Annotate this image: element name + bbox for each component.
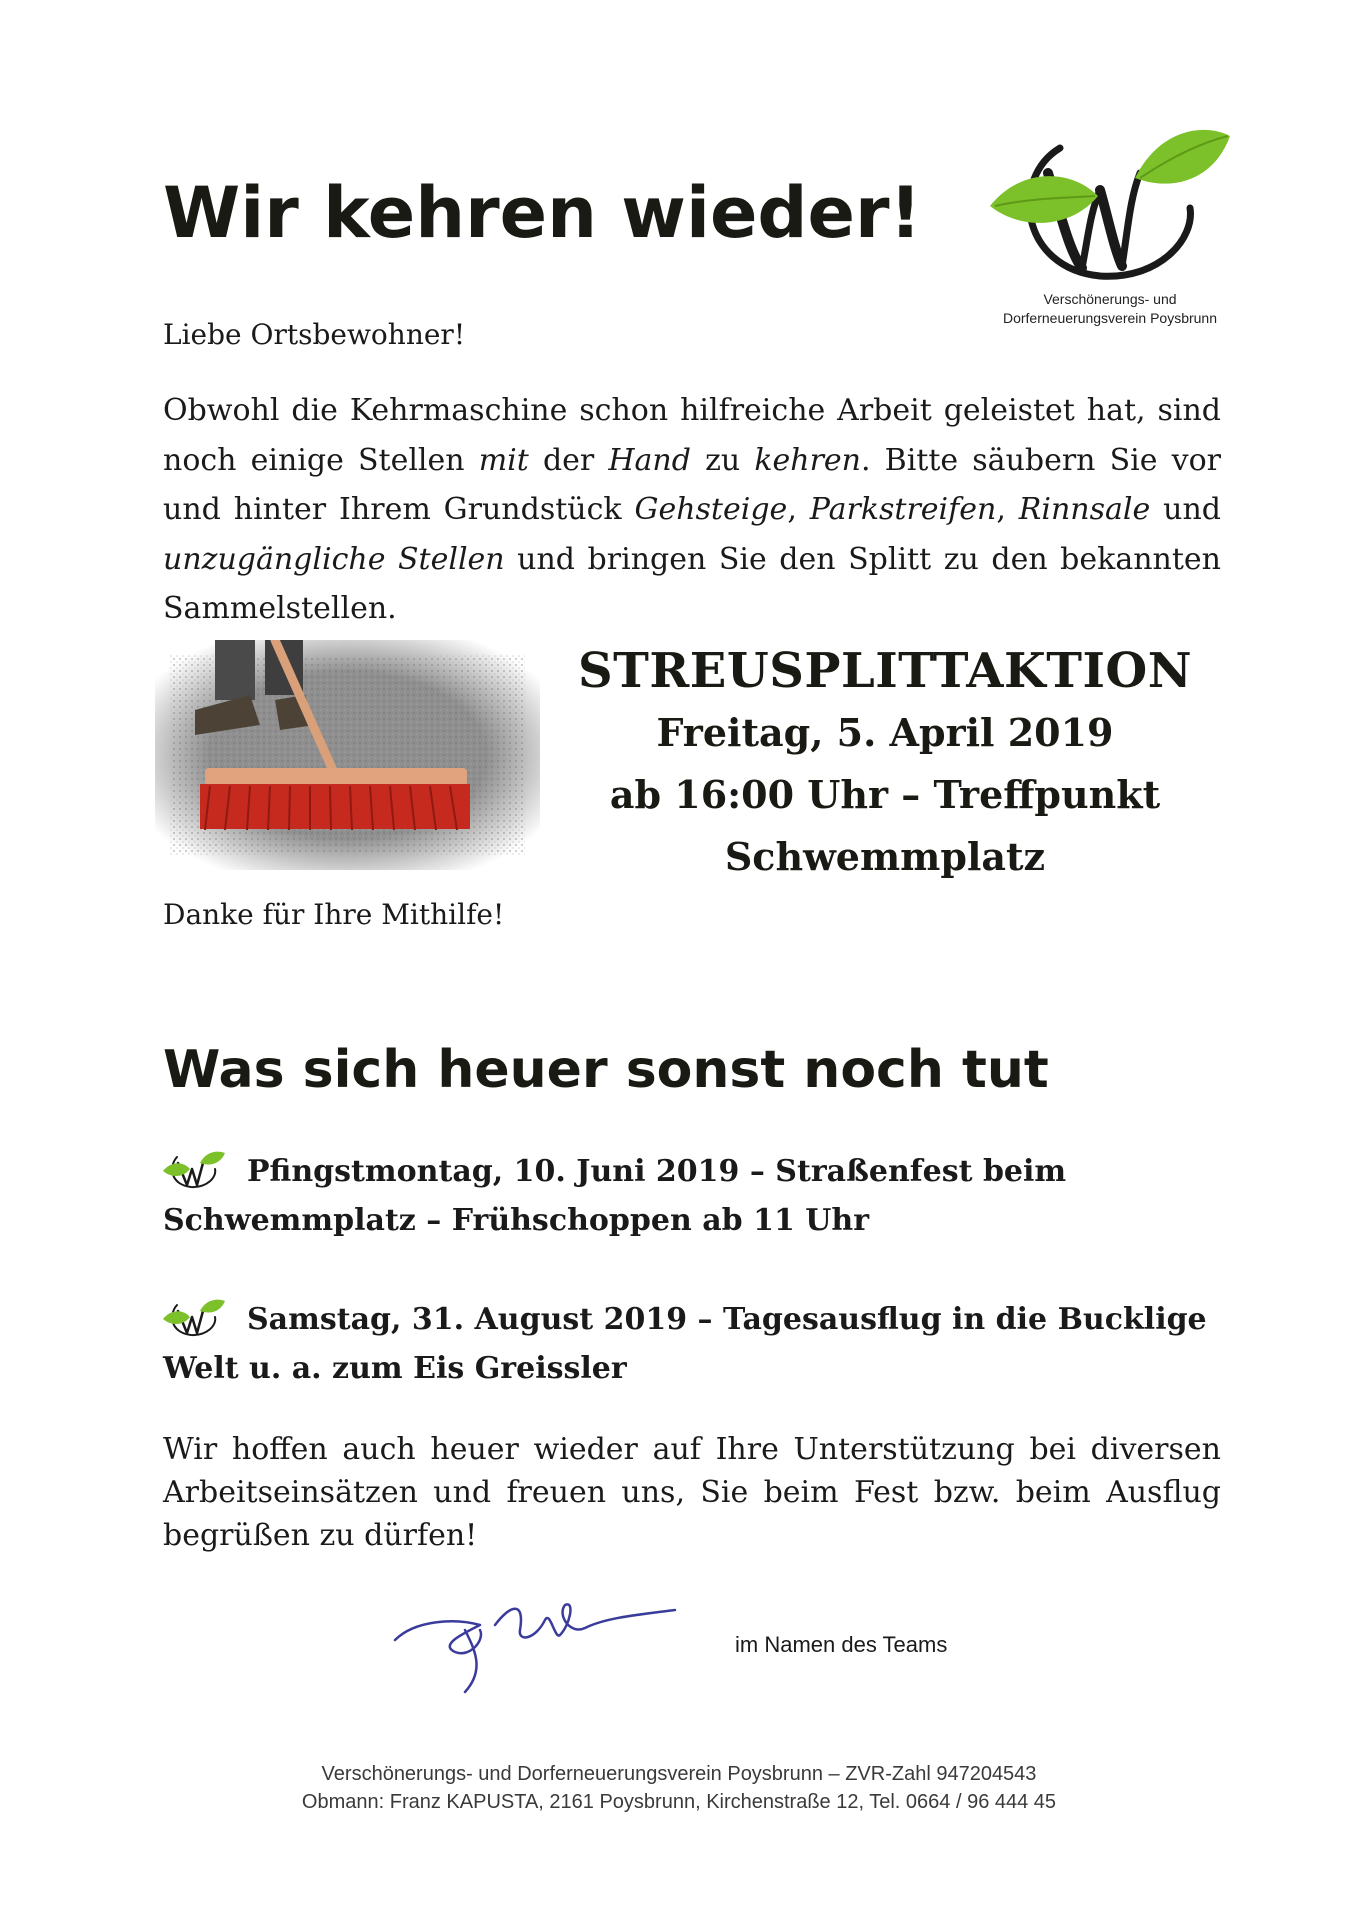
leaf-w-logo-icon	[163, 1297, 225, 1337]
handwritten-signature-icon	[385, 1580, 685, 1695]
event-item-text: Samstag, 31. August 2019 – Tagesausflug in die Bucklige Welt u. a. zum Eis Greissler	[163, 1302, 1207, 1386]
event-place: Schwemmplatz	[724, 834, 1046, 879]
leaf-w-logo-icon	[990, 118, 1230, 288]
event-announcement	[578, 640, 1192, 888]
event-date: Freitag, 5. April 2019	[656, 710, 1114, 755]
thanks-text: Danke für Ihre Mithilfe!	[163, 898, 505, 931]
footer	[0, 1760, 1358, 1816]
broom-sweeping-photo-icon	[155, 640, 540, 870]
greeting: Liebe Ortsbewohner!	[163, 318, 466, 351]
list-item	[163, 1295, 1221, 1393]
logo-text-line1: Verschönerungs- und	[1043, 291, 1177, 307]
event-item-text: Pfingstmontag, 10. Juni 2019 – Straßenfest beim Schwemmplatz – Frühschoppen ab 11 Uhr	[163, 1154, 1067, 1238]
page-title: Wir kehren wieder!	[163, 172, 922, 254]
leaf-w-logo-icon	[163, 1149, 225, 1189]
closing-paragraph: Wir hoffen auch heuer wieder auf Ihre Unterstützung bei diversen Arbeitseinsätzen und freuen uns, Sie beim Fest bzw. beim Ausflug begrüßen zu dürfen!	[163, 1432, 1221, 1553]
footer-line2: Obmann: Franz KAPUSTA, 2161 Poysbrunn, Kirchenstraße 12, Tel. 0664 / 96 444 45	[301, 1791, 1057, 1813]
logo-text	[990, 290, 1230, 328]
logo-text-line2: Dorferneuerungsverein Poysbrunn	[1002, 310, 1217, 326]
footer-line1: Verschönerungs- und Dorferneuerungsverein Poysbrunn – ZVR-Zahl 947204543	[321, 1763, 1037, 1785]
event-headline: STREUSPLITTAKTION	[578, 643, 1193, 699]
list-item	[163, 1147, 1221, 1245]
event-time: ab 16:00 Uhr – Treffpunkt	[609, 772, 1161, 817]
intro-paragraph: Obwohl die Kehrmaschine schon hilfreiche Arbeit geleistet hat, sind noch einige Stellen mit der Hand zu kehren. Bitte säubern Sie vor und hinter Ihrem Grundstück Gehsteige, Parkstreifen, Rinnsale und unzugängliche Stellen und bringen Sie den Splitt zu den bekannten Sammelstellen.	[163, 393, 1222, 626]
section-heading: Was sich heuer sonst noch tut	[163, 1040, 1049, 1100]
sign-off-text: im Namen des Teams	[735, 1632, 948, 1657]
